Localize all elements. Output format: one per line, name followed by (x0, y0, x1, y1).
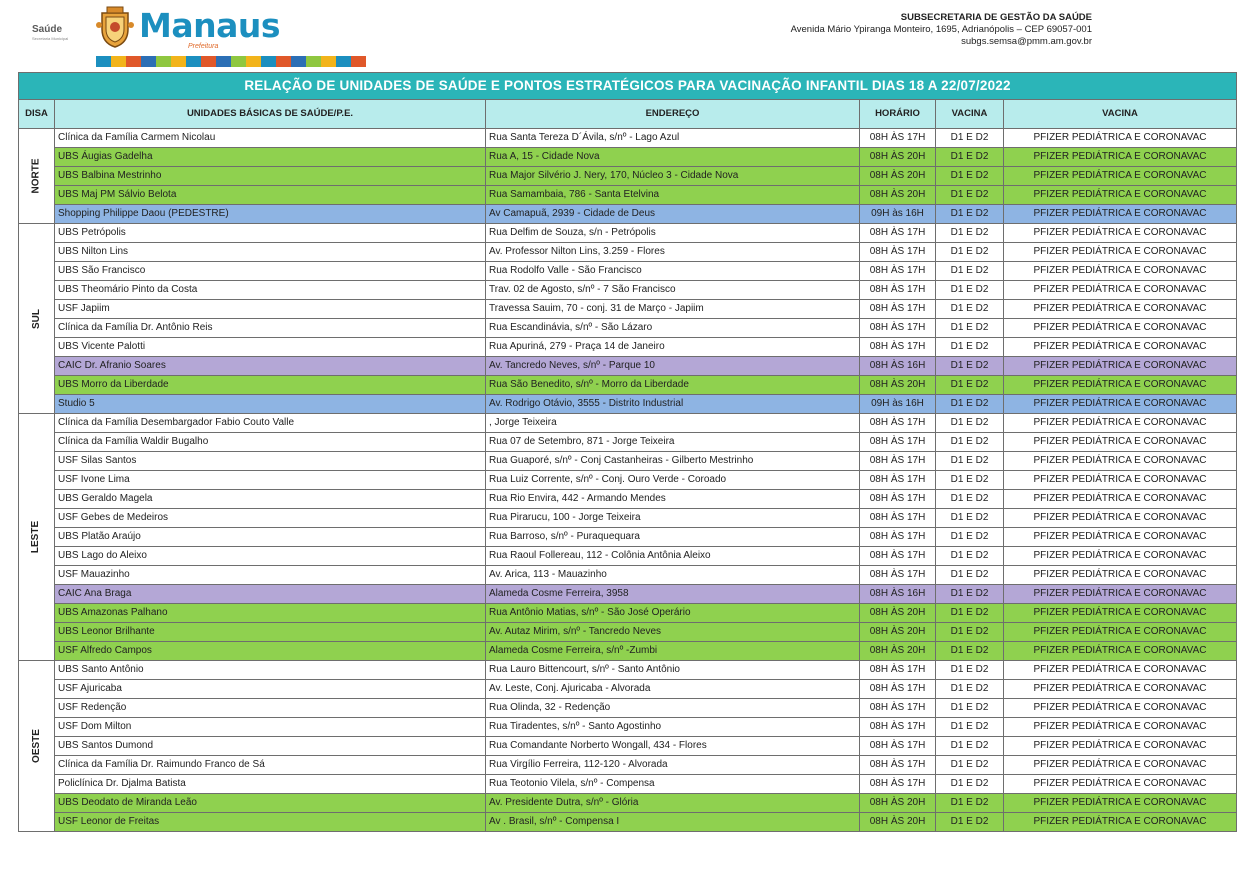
hours-cell: 08H ÀS 17H (860, 775, 936, 794)
table-title-row (19, 73, 1237, 100)
unit-cell: UBS Maj PM Sálvio Belota (55, 186, 486, 205)
dose-cell: D1 E D2 (936, 699, 1004, 718)
unit-cell: Clínica da Família Desembargador Fabio Couto Valle (55, 414, 486, 433)
vaccine-cell: PFIZER PEDIÁTRICA E CORONAVAC (1004, 205, 1237, 224)
table-row (19, 509, 1237, 528)
unit-cell: Policlínica Dr. Djalma Batista (55, 775, 486, 794)
hours-cell: 08H ÀS 17H (860, 528, 936, 547)
dose-cell: D1 E D2 (936, 604, 1004, 623)
vaccine-cell: PFIZER PEDIÁTRICA E CORONAVAC (1004, 604, 1237, 623)
table-row (19, 585, 1237, 604)
vaccine-cell: PFIZER PEDIÁTRICA E CORONAVAC (1004, 490, 1237, 509)
hours-cell: 08H ÀS 17H (860, 224, 936, 243)
table-title: RELAÇÃO DE UNIDADES DE SAÚDE E PONTOS ESTRATÉGICOS PARA VACINAÇÃO INFANTIL DIAS 18 A 22/07/2022 (19, 73, 1237, 100)
vaccine-cell: PFIZER PEDIÁTRICA E CORONAVAC (1004, 148, 1237, 167)
table-row (19, 167, 1237, 186)
hours-cell: 08H ÀS 17H (860, 718, 936, 737)
column-header-dose: VACINA (936, 100, 1004, 129)
table-row (19, 395, 1237, 414)
vaccine-cell: PFIZER PEDIÁTRICA E CORONAVAC (1004, 642, 1237, 661)
org-title: SUBSECRETARIA DE GESTÃO DA SAÚDE (900, 12, 1092, 23)
address-cell: Av. Rodrigo Otávio, 3555 - Distrito Industrial (486, 395, 860, 414)
hours-cell: 08H ÀS 17H (860, 737, 936, 756)
address-cell: Av. Leste, Conj. Ajuricaba - Alvorada (486, 680, 860, 699)
hours-cell: 08H ÀS 17H (860, 699, 936, 718)
unit-cell: USF Gebes de Medeiros (55, 509, 486, 528)
hours-cell: 08H ÀS 20H (860, 148, 936, 167)
page-header (0, 0, 1256, 72)
column-header-address: ENDEREÇO (486, 100, 860, 129)
hours-cell: 09H às 16H (860, 395, 936, 414)
hours-cell: 08H ÀS 16H (860, 585, 936, 604)
disa-label: NORTE (30, 158, 42, 194)
address-cell: Travessa Sauim, 70 - conj. 31 de Março - Japiim (486, 300, 860, 319)
unit-cell: Studio 5 (55, 395, 486, 414)
unit-cell: UBS Santo Antônio (55, 661, 486, 680)
dose-cell: D1 E D2 (936, 642, 1004, 661)
dose-cell: D1 E D2 (936, 547, 1004, 566)
table-row (19, 756, 1237, 775)
address-cell: Rua Luiz Corrente, s/nº - Conj. Ouro Verde - Coroado (486, 471, 860, 490)
address-cell: Av Camapuã, 2939 - Cidade de Deus (486, 205, 860, 224)
address-cell: Rua Raoul Follereau, 112 - Colônia Antônia Aleixo (486, 547, 860, 566)
dose-cell: D1 E D2 (936, 471, 1004, 490)
address-cell: Rua Rodolfo Valle - São Francisco (486, 262, 860, 281)
hours-cell: 08H ÀS 20H (860, 813, 936, 832)
table-row (19, 262, 1237, 281)
address-cell: Rua Teotonio Vilela, s/nº - Compensa (486, 775, 860, 794)
unit-cell: CAIC Ana Braga (55, 585, 486, 604)
dose-cell: D1 E D2 (936, 129, 1004, 148)
vaccination-table (18, 72, 1237, 832)
dose-cell: D1 E D2 (936, 319, 1004, 338)
table-row (19, 775, 1237, 794)
unit-cell: Clínica da Família Dr. Antônio Reis (55, 319, 486, 338)
saude-logo-text: Saúde (32, 24, 63, 35)
vaccine-cell: PFIZER PEDIÁTRICA E CORONAVAC (1004, 585, 1237, 604)
address-cell: Rua Escandinávia, s/nº - São Lázaro (486, 319, 860, 338)
dose-cell: D1 E D2 (936, 756, 1004, 775)
address-cell: Rua Rio Envira, 442 - Armando Mendes (486, 490, 860, 509)
address-cell: Rua Samambaia, 786 - Santa Etelvina (486, 186, 860, 205)
unit-cell: UBS Nilton Lins (55, 243, 486, 262)
hours-cell: 08H ÀS 17H (860, 680, 936, 699)
hours-cell: 08H ÀS 20H (860, 794, 936, 813)
unit-cell: USF Redenção (55, 699, 486, 718)
disa-group-cell (19, 224, 55, 414)
vaccine-cell: PFIZER PEDIÁTRICA E CORONAVAC (1004, 186, 1237, 205)
unit-cell: USF Mauazinho (55, 566, 486, 585)
vaccine-cell: PFIZER PEDIÁTRICA E CORONAVAC (1004, 528, 1237, 547)
dose-cell: D1 E D2 (936, 262, 1004, 281)
address-cell: Alameda Cosme Ferreira, 3958 (486, 585, 860, 604)
hours-cell: 08H ÀS 20H (860, 604, 936, 623)
vaccine-cell: PFIZER PEDIÁTRICA E CORONAVAC (1004, 452, 1237, 471)
vaccine-cell: PFIZER PEDIÁTRICA E CORONAVAC (1004, 338, 1237, 357)
dose-cell: D1 E D2 (936, 433, 1004, 452)
unit-cell: UBS Santos Dumond (55, 737, 486, 756)
hours-cell: 08H ÀS 20H (860, 167, 936, 186)
address-cell: Rua São Benedito, s/nº - Morro da Liberdade (486, 376, 860, 395)
hours-cell: 08H ÀS 20H (860, 642, 936, 661)
dose-cell: D1 E D2 (936, 376, 1004, 395)
address-cell: Rua Pirarucu, 100 - Jorge Teixeira (486, 509, 860, 528)
unit-cell: UBS Deodato de Miranda Leão (55, 794, 486, 813)
table-row (19, 718, 1237, 737)
hours-cell: 08H ÀS 17H (860, 262, 936, 281)
hours-cell: 08H ÀS 17H (860, 452, 936, 471)
dose-cell: D1 E D2 (936, 509, 1004, 528)
address-cell: Rua Apuriná, 279 - Praça 14 de Janeiro (486, 338, 860, 357)
vaccine-cell: PFIZER PEDIÁTRICA E CORONAVAC (1004, 813, 1237, 832)
vaccine-cell: PFIZER PEDIÁTRICA E CORONAVAC (1004, 376, 1237, 395)
dose-cell: D1 E D2 (936, 300, 1004, 319)
table-row (19, 433, 1237, 452)
address-cell: Av . Brasil, s/nº - Compensa I (486, 813, 860, 832)
hours-cell: 08H ÀS 17H (860, 243, 936, 262)
unit-cell: UBS Áugias Gadelha (55, 148, 486, 167)
address-cell: Rua Antônio Matias, s/nº - São José Operário (486, 604, 860, 623)
vaccine-cell: PFIZER PEDIÁTRICA E CORONAVAC (1004, 718, 1237, 737)
column-header-hours: HORÁRIO (860, 100, 936, 129)
table-row (19, 129, 1237, 148)
disa-label: OESTE (30, 729, 42, 763)
city-wordmark-sub: Prefeitura (188, 43, 219, 50)
hours-cell: 08H ÀS 17H (860, 300, 936, 319)
vaccine-cell: PFIZER PEDIÁTRICA E CORONAVAC (1004, 357, 1237, 376)
table-row (19, 623, 1237, 642)
saude-logo-subtext: Secretaria Municipal (32, 36, 69, 41)
org-address: Avenida Mário Ypiranga Monteiro, 1695, Adrianópolis – CEP 69057-001 (790, 24, 1092, 35)
dose-cell: D1 E D2 (936, 680, 1004, 699)
column-header-vaccine: VACINA (1004, 100, 1237, 129)
vaccine-cell: PFIZER PEDIÁTRICA E CORONAVAC (1004, 262, 1237, 281)
coat-of-arms-icon (96, 5, 134, 49)
vaccine-cell: PFIZER PEDIÁTRICA E CORONAVAC (1004, 414, 1237, 433)
vaccine-cell: PFIZER PEDIÁTRICA E CORONAVAC (1004, 471, 1237, 490)
table-body (19, 129, 1237, 832)
hours-cell: 08H ÀS 16H (860, 357, 936, 376)
table-row (19, 604, 1237, 623)
vaccine-cell: PFIZER PEDIÁTRICA E CORONAVAC (1004, 547, 1237, 566)
unit-cell: UBS Petrópolis (55, 224, 486, 243)
vaccine-cell: PFIZER PEDIÁTRICA E CORONAVAC (1004, 623, 1237, 642)
hours-cell: 08H ÀS 17H (860, 661, 936, 680)
unit-cell: UBS Geraldo Magela (55, 490, 486, 509)
address-cell: Rua Santa Tereza D´Ávila, s/nº - Lago Azul (486, 129, 860, 148)
unit-cell: Clínica da Família Dr. Raimundo Franco de Sá (55, 756, 486, 775)
vaccine-cell: PFIZER PEDIÁTRICA E CORONAVAC (1004, 794, 1237, 813)
vaccine-cell: PFIZER PEDIÁTRICA E CORONAVAC (1004, 281, 1237, 300)
vaccine-cell: PFIZER PEDIÁTRICA E CORONAVAC (1004, 680, 1237, 699)
disa-label: SUL (30, 308, 42, 329)
hours-cell: 08H ÀS 17H (860, 490, 936, 509)
dose-cell: D1 E D2 (936, 281, 1004, 300)
hours-cell: 08H ÀS 17H (860, 509, 936, 528)
table-row (19, 794, 1237, 813)
dose-cell: D1 E D2 (936, 338, 1004, 357)
address-cell: Rua A, 15 - Cidade Nova (486, 148, 860, 167)
address-cell: Av. Autaz Mirim, s/nº - Tancredo Neves (486, 623, 860, 642)
address-cell: Alameda Cosme Ferreira, s/nº -Zumbi (486, 642, 860, 661)
table-row (19, 148, 1237, 167)
vaccine-cell: PFIZER PEDIÁTRICA E CORONAVAC (1004, 509, 1237, 528)
dose-cell: D1 E D2 (936, 775, 1004, 794)
hours-cell: 09H às 16H (860, 205, 936, 224)
vaccine-cell: PFIZER PEDIÁTRICA E CORONAVAC (1004, 224, 1237, 243)
address-cell: Rua Delfim de Souza, s/n - Petrópolis (486, 224, 860, 243)
address-cell: Rua Tiradentes, s/nº - Santo Agostinho (486, 718, 860, 737)
unit-cell: USF Ivone Lima (55, 471, 486, 490)
dose-cell: D1 E D2 (936, 224, 1004, 243)
unit-cell: UBS Leonor Brilhante (55, 623, 486, 642)
hours-cell: 08H ÀS 20H (860, 623, 936, 642)
table-row (19, 414, 1237, 433)
column-header-unit: UNIDADES BÁSICAS DE SAÚDE/P.E. (55, 100, 486, 129)
unit-cell: UBS Amazonas Palhano (55, 604, 486, 623)
hours-cell: 08H ÀS 17H (860, 433, 936, 452)
hours-cell: 08H ÀS 17H (860, 471, 936, 490)
dose-cell: D1 E D2 (936, 794, 1004, 813)
vaccine-cell: PFIZER PEDIÁTRICA E CORONAVAC (1004, 129, 1237, 148)
address-cell: Rua 07 de Setembro, 871 - Jorge Teixeira (486, 433, 860, 452)
city-wordmark: Manaus (139, 6, 281, 45)
address-cell: Rua Major Silvério J. Nery, 170, Núcleo 3 - Cidade Nova (486, 167, 860, 186)
table-row (19, 661, 1237, 680)
dose-cell: D1 E D2 (936, 167, 1004, 186)
table-row (19, 243, 1237, 262)
hours-cell: 08H ÀS 20H (860, 376, 936, 395)
disa-group-cell (19, 414, 55, 661)
address-cell: Rua Guaporé, s/nº - Conj Castanheiras - Gilberto Mestrinho (486, 452, 860, 471)
vaccine-cell: PFIZER PEDIÁTRICA E CORONAVAC (1004, 661, 1237, 680)
address-cell: Rua Olinda, 32 - Redenção (486, 699, 860, 718)
unit-cell: UBS São Francisco (55, 262, 486, 281)
unit-cell: UBS Theomário Pinto da Costa (55, 281, 486, 300)
table-row (19, 642, 1237, 661)
org-email: subgs.semsa@pmm.am.gov.br (961, 36, 1092, 47)
vaccine-cell: PFIZER PEDIÁTRICA E CORONAVAC (1004, 756, 1237, 775)
unit-cell: CAIC Dr. Afranio Soares (55, 357, 486, 376)
vaccine-cell: PFIZER PEDIÁTRICA E CORONAVAC (1004, 167, 1237, 186)
hours-cell: 08H ÀS 17H (860, 338, 936, 357)
address-cell: Av. Tancredo Neves, s/nº - Parque 10 (486, 357, 860, 376)
address-cell: Rua Lauro Bittencourt, s/nº - Santo Antônio (486, 661, 860, 680)
address-cell: Rua Comandante Norberto Wongall, 434 - Flores (486, 737, 860, 756)
dose-cell: D1 E D2 (936, 813, 1004, 832)
table-row (19, 186, 1237, 205)
hours-cell: 08H ÀS 20H (860, 186, 936, 205)
unit-cell: USF Dom Milton (55, 718, 486, 737)
vaccine-cell: PFIZER PEDIÁTRICA E CORONAVAC (1004, 737, 1237, 756)
vaccine-cell: PFIZER PEDIÁTRICA E CORONAVAC (1004, 300, 1237, 319)
dose-cell: D1 E D2 (936, 243, 1004, 262)
disa-label: LESTE (30, 520, 42, 554)
table-row (19, 281, 1237, 300)
table-row (19, 319, 1237, 338)
unit-cell: Clínica da Família Waldir Bugalho (55, 433, 486, 452)
disa-group-cell (19, 129, 55, 224)
table-row (19, 338, 1237, 357)
dose-cell: D1 E D2 (936, 737, 1004, 756)
dose-cell: D1 E D2 (936, 585, 1004, 604)
dose-cell: D1 E D2 (936, 623, 1004, 642)
unit-cell: UBS Platão Araújo (55, 528, 486, 547)
dose-cell: D1 E D2 (936, 148, 1004, 167)
table-row (19, 452, 1237, 471)
address-cell: Av. Professor Nilton Lins, 3.259 - Flores (486, 243, 860, 262)
unit-cell: Clínica da Família Carmem Nicolau (55, 129, 486, 148)
disa-group-cell (19, 661, 55, 832)
table-row (19, 737, 1237, 756)
vaccine-cell: PFIZER PEDIÁTRICA E CORONAVAC (1004, 243, 1237, 262)
dose-cell: D1 E D2 (936, 718, 1004, 737)
vaccine-cell: PFIZER PEDIÁTRICA E CORONAVAC (1004, 566, 1237, 585)
hours-cell: 08H ÀS 17H (860, 414, 936, 433)
address-cell: , Jorge Teixeira (486, 414, 860, 433)
dose-cell: D1 E D2 (936, 357, 1004, 376)
hours-cell: 08H ÀS 17H (860, 547, 936, 566)
vaccine-cell: PFIZER PEDIÁTRICA E CORONAVAC (1004, 319, 1237, 338)
table-row (19, 471, 1237, 490)
table-header-row (19, 100, 1237, 129)
dose-cell: D1 E D2 (936, 414, 1004, 433)
table-row (19, 680, 1237, 699)
org-info (791, 12, 1092, 48)
hours-cell: 08H ÀS 17H (860, 319, 936, 338)
unit-cell: Shopping Philippe Daou (PEDESTRE) (55, 205, 486, 224)
address-cell: Trav. 02 de Agosto, s/nº - 7 São Francisco (486, 281, 860, 300)
hours-cell: 08H ÀS 17H (860, 281, 936, 300)
hours-cell: 08H ÀS 17H (860, 756, 936, 775)
table-row (19, 490, 1237, 509)
unit-cell: USF Leonor de Freitas (55, 813, 486, 832)
table-row (19, 813, 1237, 832)
table-row (19, 528, 1237, 547)
table-row (19, 699, 1237, 718)
decorative-color-strip (96, 56, 366, 67)
table-row (19, 224, 1237, 243)
hours-cell: 08H ÀS 17H (860, 129, 936, 148)
unit-cell: USF Ajuricaba (55, 680, 486, 699)
address-cell: Rua Virgílio Ferreira, 112-120 - Alvorada (486, 756, 860, 775)
dose-cell: D1 E D2 (936, 566, 1004, 585)
vaccine-cell: PFIZER PEDIÁTRICA E CORONAVAC (1004, 433, 1237, 452)
table-row (19, 357, 1237, 376)
unit-cell: UBS Balbina Mestrinho (55, 167, 486, 186)
dose-cell: D1 E D2 (936, 490, 1004, 509)
address-cell: Av. Presidente Dutra, s/nº - Glória (486, 794, 860, 813)
table-row (19, 376, 1237, 395)
hours-cell: 08H ÀS 17H (860, 566, 936, 585)
address-cell: Rua Barroso, s/nº - Puraquequara (486, 528, 860, 547)
unit-cell: UBS Vicente Palotti (55, 338, 486, 357)
dose-cell: D1 E D2 (936, 528, 1004, 547)
dose-cell: D1 E D2 (936, 452, 1004, 471)
table-row (19, 566, 1237, 585)
table-row (19, 300, 1237, 319)
dose-cell: D1 E D2 (936, 205, 1004, 224)
dose-cell: D1 E D2 (936, 395, 1004, 414)
dose-cell: D1 E D2 (936, 186, 1004, 205)
saude-logo (32, 24, 68, 41)
unit-cell: UBS Lago do Aleixo (55, 547, 486, 566)
dose-cell: D1 E D2 (936, 661, 1004, 680)
vaccine-cell: PFIZER PEDIÁTRICA E CORONAVAC (1004, 775, 1237, 794)
vaccine-cell: PFIZER PEDIÁTRICA E CORONAVAC (1004, 395, 1237, 414)
unit-cell: USF Alfredo Campos (55, 642, 486, 661)
address-cell: Av. Arica, 113 - Mauazinho (486, 566, 860, 585)
vaccine-cell: PFIZER PEDIÁTRICA E CORONAVAC (1004, 699, 1237, 718)
unit-cell: USF Silas Santos (55, 452, 486, 471)
unit-cell: UBS Morro da Liberdade (55, 376, 486, 395)
table-row (19, 547, 1237, 566)
table-row (19, 205, 1237, 224)
unit-cell: USF Japiim (55, 300, 486, 319)
column-header-disa: DISA (19, 100, 55, 129)
